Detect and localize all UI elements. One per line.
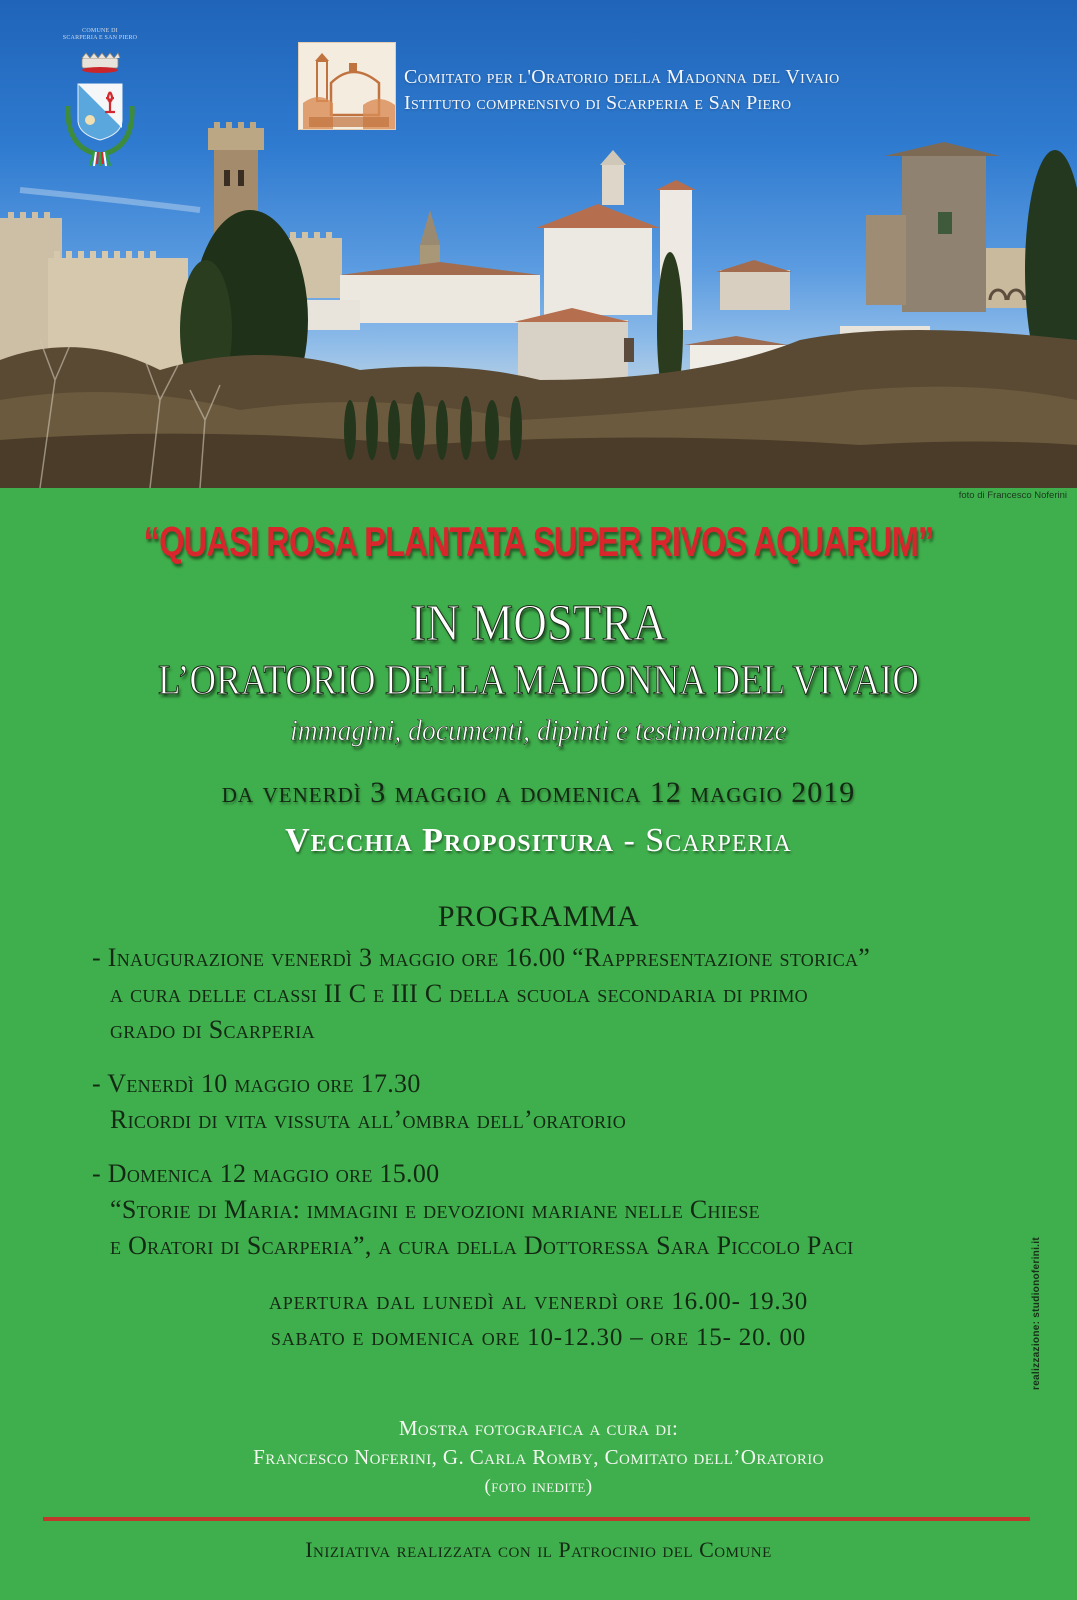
venue-name: Vecchia Propositura: [285, 822, 614, 859]
oratorio-drawing-icon: [299, 43, 396, 130]
exhibition-dates: da venerdì 3 maggio a domenica 12 maggio 2019: [221, 776, 856, 809]
organizer-comitato: Comitato per l'Oratorio della Madonna del Vivaio: [404, 66, 840, 88]
headline-oratorio: L’ORATORIO DELLA MADONNA DEL VIVAIO: [157, 658, 920, 704]
programma-item-line: - Venerdì 10 maggio ore 17.30: [92, 1069, 421, 1098]
programma-heading: PROGRAMMA: [437, 900, 640, 933]
hours-weekdays: apertura dal lunedì al venerdì ore 16.00- 19.30: [268, 1288, 809, 1315]
latin-motto: “QUASI ROSA PLANTATA SUPER RIVOS AQUARUM”: [143, 518, 934, 565]
photo-credit: foto di Francesco Noferini: [958, 490, 1067, 501]
red-divider: [43, 1517, 1030, 1521]
design-credit: realizzazione: studionoferini.it: [1031, 1237, 1042, 1390]
programma-list: [92, 940, 1012, 1282]
headline-in-mostra: IN MOSTRA: [410, 595, 667, 652]
programma-item-line: “Storie di Maria: immagini e devozioni mariane nelle Chiese: [110, 1195, 760, 1224]
programma-item-line: a cura delle classi II C e III C della scuola secondaria di primo: [110, 979, 808, 1008]
programma-item-inaugurazione: [92, 940, 1012, 1048]
organizers-block: [404, 64, 840, 116]
credits-names: Francesco Noferini, G. Carla Romby, Comitato dell’Oratorio: [253, 1445, 824, 1469]
headline-subtitle: immagini, documenti, dipinti e testimonianze: [290, 714, 787, 747]
opening-hours: [0, 1284, 1077, 1356]
programma-item-line: - Domenica 12 maggio ore 15.00: [92, 1159, 440, 1188]
programma-item-line: grado di Scarperia: [110, 1015, 315, 1044]
programma-item-line: - Inaugurazione venerdì 3 maggio ore 16.00 “Rappresentazione storica”: [92, 943, 871, 972]
credits-heading: Mostra fotografica a cura di:: [398, 1416, 679, 1440]
patronage-footer: Iniziativa realizzata con il Patrocinio del Comune: [305, 1537, 772, 1562]
venue-town: Scarperia: [645, 822, 792, 859]
photo-exhibition-credits: [0, 1414, 1077, 1501]
hours-weekend: sabato e domenica ore 10-12.30 – ore 15- 20. 00: [270, 1324, 807, 1351]
venue-separator: -: [613, 822, 646, 859]
credits-note: (foto inedite): [484, 1476, 593, 1497]
organizer-istituto: Istituto comprensivo di Scarperia e San Piero: [404, 92, 792, 114]
programma-item-ricordi: [92, 1066, 1012, 1138]
programma-item-line: Ricordi di vita vissuta all’ombra dell’oratorio: [110, 1105, 627, 1134]
programma-item-line: e Oratori di Scarperia”, a cura della Dottoressa Sara Piccolo Paci: [110, 1231, 854, 1260]
comune-caption: COMUNE DI SCARPERIA E SAN PIERO: [62, 28, 138, 41]
programma-item-storie-di-maria: [92, 1156, 1012, 1264]
comitato-logo: [298, 42, 396, 130]
hero-photo: [0, 0, 1077, 488]
exhibition-venue: [0, 822, 1077, 860]
comune-coat-of-arms: [52, 28, 148, 178]
coat-of-arms-icon: [52, 28, 148, 178]
